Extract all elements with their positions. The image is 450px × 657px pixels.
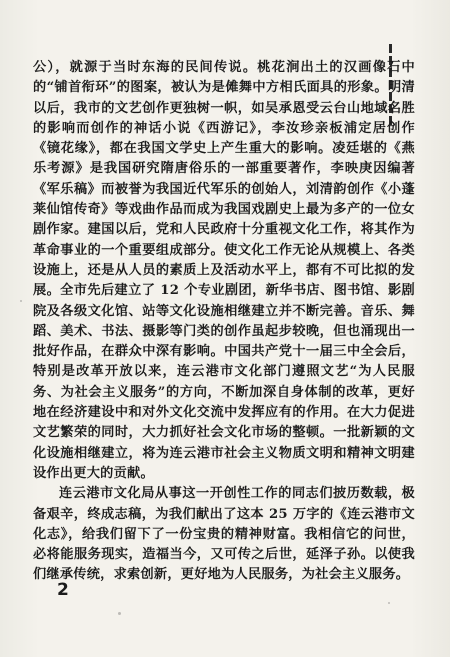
scan-speck <box>118 612 121 615</box>
scan-speck <box>388 602 390 604</box>
body-text <box>33 58 415 586</box>
mark-tick <box>389 44 392 53</box>
page-number: 2 <box>57 580 69 600</box>
paragraph-2: 连云港市文化局从事这一开创性工作的同志们披历数载，极备艰辛，终成志稿，为我们献出了这本 25 万字的《连云港市文化志》，给我们留下了一份宝贵的精神财富。我相信它的问世，必将能服务现实，造福当今，又可传之后世，延泽子孙。以使我们继承传统，求索创新，更好地为人民服务，为社会主义服务。 <box>33 486 415 583</box>
scan-speck <box>20 300 22 302</box>
paragraph-1: 公），就源于当时东海的民间传说。桃花涧出土的汉画像石中的“铺首衔环”的图案，被认为是傩舞中方相氏面具的形象。明清以后，我市的文艺创作更独树一帜，如吴承恩受云台山地域名胜的影响而创作的神话小说《西游记》，李汝珍亲板浦定居创作《镜花缘》，都在我国文学史上产生重大的影响。凌廷堪的《燕乐考源》是我国研究隋唐俗乐的一部重要著作，李映庚因编著《军乐稿》而被誉为我国近代军乐的创始人，刘清韵创作《小蓬莱仙馆传奇》等戏曲作品而成为我国戏剧史上最为多产的一位女剧作家。建国以后，党和人民政府十分重视文化工作，将其作为革命事业的一个重要组成部分。使文化工作无论从规模上、各类设施上，还是从人员的素质上及活动水平上，都有不可比拟的发展。全市先后建立了 12 个专业剧团，新华书店、图书馆、影剧院及各级文化馆、站等文化设施相继建立并不断完善。音乐、舞蹈、美术、书法、摄影等门类的创作虽起步较晚，但也涌现出一批好作品，在群众中深有影响。中国共产党十一届三中全会后，特别是改革开放以来，连云港市文化部门遵照文艺“为人民服务、为社会主义服务”的方向，不断加深自身体制的改革，更好地在经济建设中和对外文化交流中发挥应有的作用。在大力促进文艺繁荣的同时，大力抓好社会文化市场的整顿。一批新颖的文化设施相继建立，将为连云港市社会主义物质文明和精神文明建设作出更大的贡献。 <box>33 60 415 481</box>
